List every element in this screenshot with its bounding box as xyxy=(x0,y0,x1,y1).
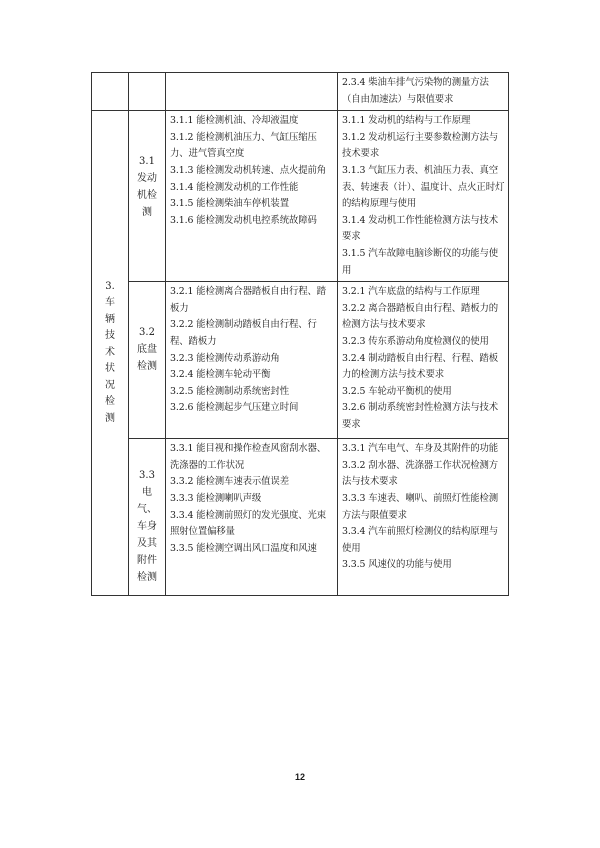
skill-item: 3.1.4 能检测发动机的工作性能 xyxy=(170,181,299,193)
knowledge-item: 3.3.5 风速仪的功能与使用 xyxy=(342,559,452,571)
knowledge-item: 3.1.3 气缸压力表、机油压力表、真空表、转速表（计）、温度计、点火正时灯的结构原理与使用 xyxy=(342,164,505,210)
group-label-cell xyxy=(129,439,166,596)
knowledge-item: 3.1.1 发动机的结构与工作原理 xyxy=(342,115,471,127)
skill-item: 3.2.1 能检测离合器踏板自由行程、踏板力 xyxy=(170,286,327,314)
knowledge-item: 3.2.2 离合器踏板自由行程、踏板力的检测方法与技术要求 xyxy=(342,302,499,331)
knowledge-cell xyxy=(338,73,509,111)
knowledge-item: 3.2.6 制动系统密封性检测方法与技术要求 xyxy=(342,402,499,430)
spec-table xyxy=(91,72,509,596)
knowledge-item: 3.3.2 刮水器、洗涤器工作状况检测方法与技术要求 xyxy=(342,459,499,488)
section-label-cell xyxy=(92,111,129,596)
knowledge-item: 3.3.1 汽车电气、车身及其附件的功能 xyxy=(342,443,499,455)
table-row xyxy=(92,111,509,282)
knowledge-item: 3.2.3 传东系游动角度检测仪的使用 xyxy=(342,335,489,347)
skill-item: 3.2.3 能检测传动系游动角 xyxy=(170,352,280,364)
table-row xyxy=(92,282,509,439)
skill-item: 3.3.3 能检测喇叭声级 xyxy=(170,492,262,504)
group-label-cell xyxy=(129,282,166,439)
skill-item: 3.1.1 能检测机油、冷却液温度 xyxy=(170,115,299,127)
group-label: 3.3电气、车身及其附件检测 xyxy=(137,470,157,584)
section-label: 3.车辆技术状况检测 xyxy=(105,280,115,424)
skill-item: 3.2.2 能检测制动踏板自由行程、行程、踏板力 xyxy=(170,319,317,347)
empty-cell xyxy=(129,73,166,111)
group-label: 3.2底盘检测 xyxy=(137,327,157,373)
knowledge-item: 3.3.3 车速表、喇叭、前照灯性能检测方法与限值要求 xyxy=(342,492,499,521)
page-number: 12 xyxy=(294,772,305,782)
knowledge-item: 3.2.5 车轮动平衡机的使用 xyxy=(342,385,452,397)
skill-item: 3.2.5 能检测制动系统密封性 xyxy=(170,385,289,397)
knowledge-item: 3.3.4 汽车前照灯检测仪的结构原理与使用 xyxy=(342,526,499,554)
table-row xyxy=(92,439,509,596)
skill-item: 3.3.5 能检测空调出风口温度和风速 xyxy=(170,542,317,554)
knowledge-cell xyxy=(338,111,509,282)
skill-item: 3.3.1 能目视和操作检查风窗刮水器、洗涤器的工作状况 xyxy=(170,443,327,471)
knowledge-item: 2.3.4 柴油车排气污染物的测量方法（自由加速法）与限值要求 xyxy=(342,77,489,105)
skill-item: 3.2.6 能检测起步气压建立时间 xyxy=(170,402,299,414)
skills-cell xyxy=(166,439,338,596)
knowledge-item: 3.2.1 汽车底盘的结构与工作原理 xyxy=(342,286,480,298)
empty-cell xyxy=(166,73,338,111)
skill-item: 3.3.4 能检测前照灯的发光强度、光束照射位置偏移量 xyxy=(170,509,327,538)
knowledge-cell xyxy=(338,282,509,439)
group-label: 3.1发动机检测 xyxy=(137,156,157,219)
skills-cell xyxy=(166,111,338,282)
skill-item: 3.3.2 能检测车速表示值误差 xyxy=(170,476,289,488)
empty-cell xyxy=(92,73,129,111)
skill-item: 3.1.2 能检测机油压力、气缸压缩压力、进气管真空度 xyxy=(170,131,317,160)
skill-item: 3.1.3 能检测发动机转速、点火提前角 xyxy=(170,164,327,176)
skills-cell xyxy=(166,282,338,439)
knowledge-item: 3.1.2 发动机运行主要参数检测方法与技术要求 xyxy=(342,131,499,160)
knowledge-item: 3.1.4 发动机工作性能检测方法与技术要求 xyxy=(342,214,499,243)
table-row xyxy=(92,73,509,111)
skill-item: 3.1.5 能检测柴油车停机装置 xyxy=(170,198,289,210)
knowledge-cell xyxy=(338,439,509,596)
skill-item: 3.2.4 能检测车轮动平衡 xyxy=(170,369,271,381)
knowledge-item: 3.2.4 制动踏板自由行程、行程、踏板力的检测方法与技术要求 xyxy=(342,352,499,381)
skill-item: 3.1.6 能检测发动机电控系统故障码 xyxy=(170,214,317,226)
group-label-cell xyxy=(129,111,166,282)
knowledge-item: 3.1.5 汽车故障电脑诊断仪的功能与使用 xyxy=(342,247,499,276)
